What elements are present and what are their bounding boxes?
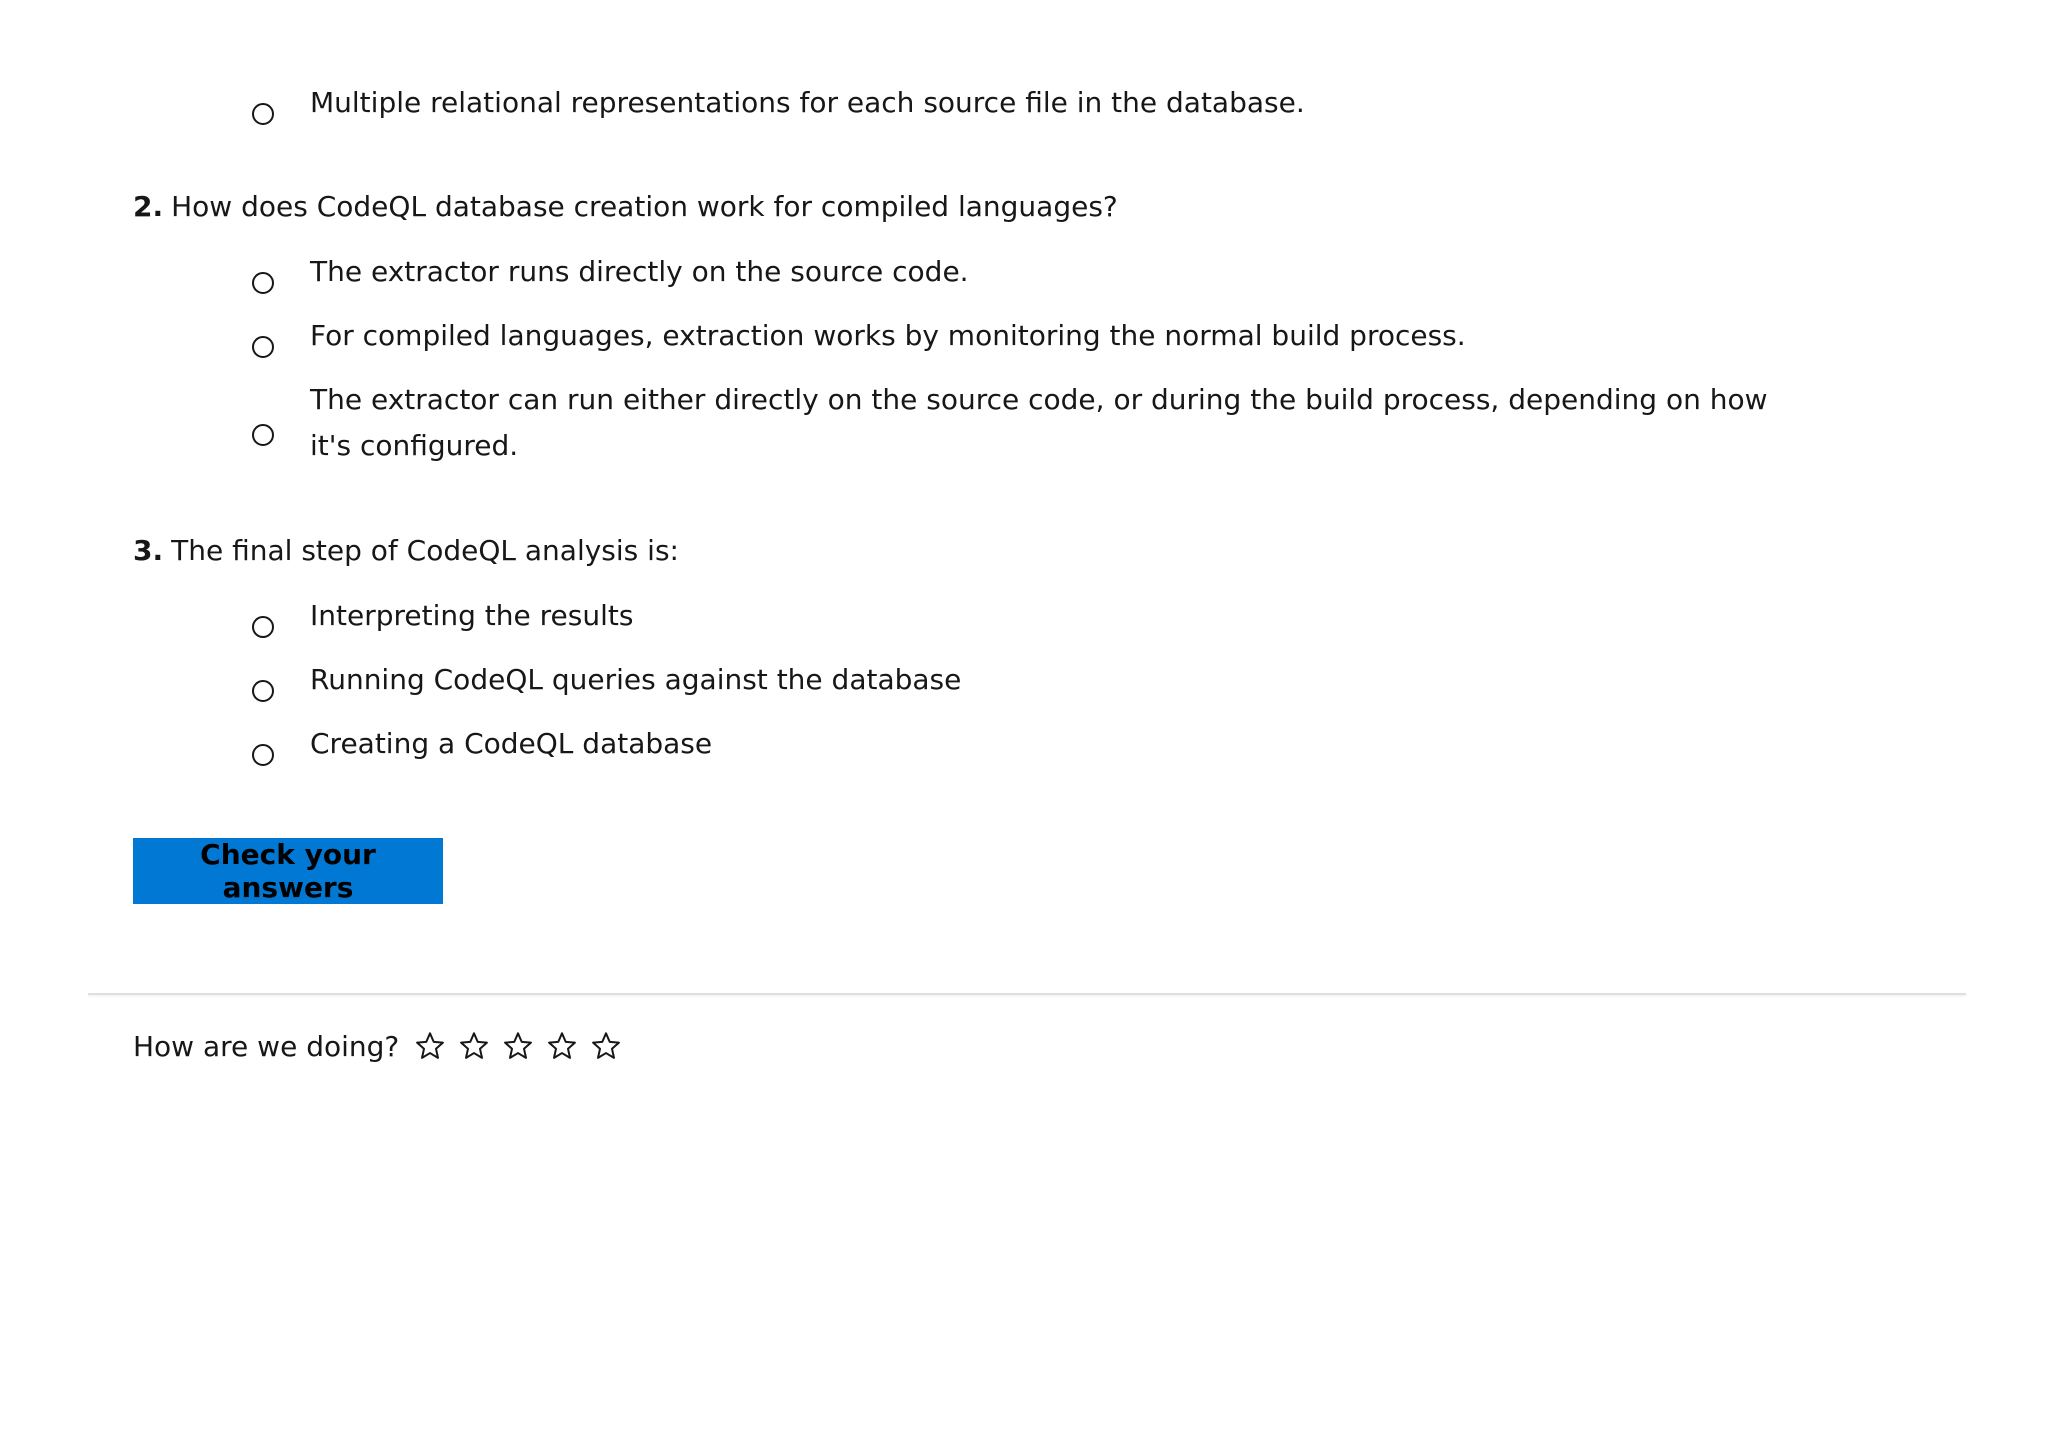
star-3-icon[interactable] bbox=[502, 1030, 534, 1062]
q3-option-1[interactable] bbox=[252, 599, 634, 638]
q3-option-3[interactable] bbox=[252, 727, 713, 766]
star-rating bbox=[414, 1030, 622, 1062]
q3-option-2-label[interactable]: Running CodeQL queries against the database bbox=[310, 663, 962, 696]
check-answers-button[interactable]: Check your answers bbox=[133, 838, 443, 904]
star-4-icon[interactable] bbox=[546, 1030, 578, 1062]
question-2-text: How does CodeQL database creation work for compiled languages? bbox=[171, 190, 1118, 223]
q3-option-1-label[interactable]: Interpreting the results bbox=[310, 599, 634, 632]
feedback-label: How are we doing? bbox=[133, 1030, 400, 1063]
question-2 bbox=[133, 187, 1118, 227]
section-divider bbox=[88, 993, 1966, 995]
q3-option-3-radio[interactable] bbox=[252, 744, 274, 766]
q2-option-1[interactable] bbox=[252, 255, 969, 294]
star-5-icon[interactable] bbox=[590, 1030, 622, 1062]
q3-option-1-radio[interactable] bbox=[252, 616, 274, 638]
q3-option-3-label[interactable]: Creating a CodeQL database bbox=[310, 727, 713, 760]
q1-option-3-label[interactable]: Multiple relational representations for each source file in the database. bbox=[310, 86, 1305, 119]
question-2-number: 2. bbox=[133, 190, 164, 223]
q3-option-2[interactable] bbox=[252, 663, 962, 702]
q3-option-2-radio[interactable] bbox=[252, 680, 274, 702]
q2-option-2-label[interactable]: For compiled languages, extraction works by monitoring the normal build process. bbox=[310, 319, 1466, 352]
question-3-number: 3. bbox=[133, 534, 164, 567]
star-2-icon[interactable] bbox=[458, 1030, 490, 1062]
q2-option-3-radio[interactable] bbox=[252, 424, 274, 446]
q2-option-1-radio[interactable] bbox=[252, 272, 274, 294]
q1-option-3-radio[interactable] bbox=[252, 103, 274, 125]
q1-option-3[interactable] bbox=[252, 86, 1305, 125]
q2-option-3[interactable] bbox=[252, 383, 1768, 462]
question-3-text: The final step of CodeQL analysis is: bbox=[171, 534, 679, 567]
q2-option-3-label[interactable]: The extractor can run either directly on the source code, or during the build process, depending on how it's configured. bbox=[310, 383, 1768, 462]
q2-option-2[interactable] bbox=[252, 319, 1466, 358]
question-3 bbox=[133, 531, 679, 571]
q2-option-2-radio[interactable] bbox=[252, 336, 274, 358]
q2-option-1-label[interactable]: The extractor runs directly on the source code. bbox=[310, 255, 969, 288]
star-1-icon[interactable] bbox=[414, 1030, 446, 1062]
